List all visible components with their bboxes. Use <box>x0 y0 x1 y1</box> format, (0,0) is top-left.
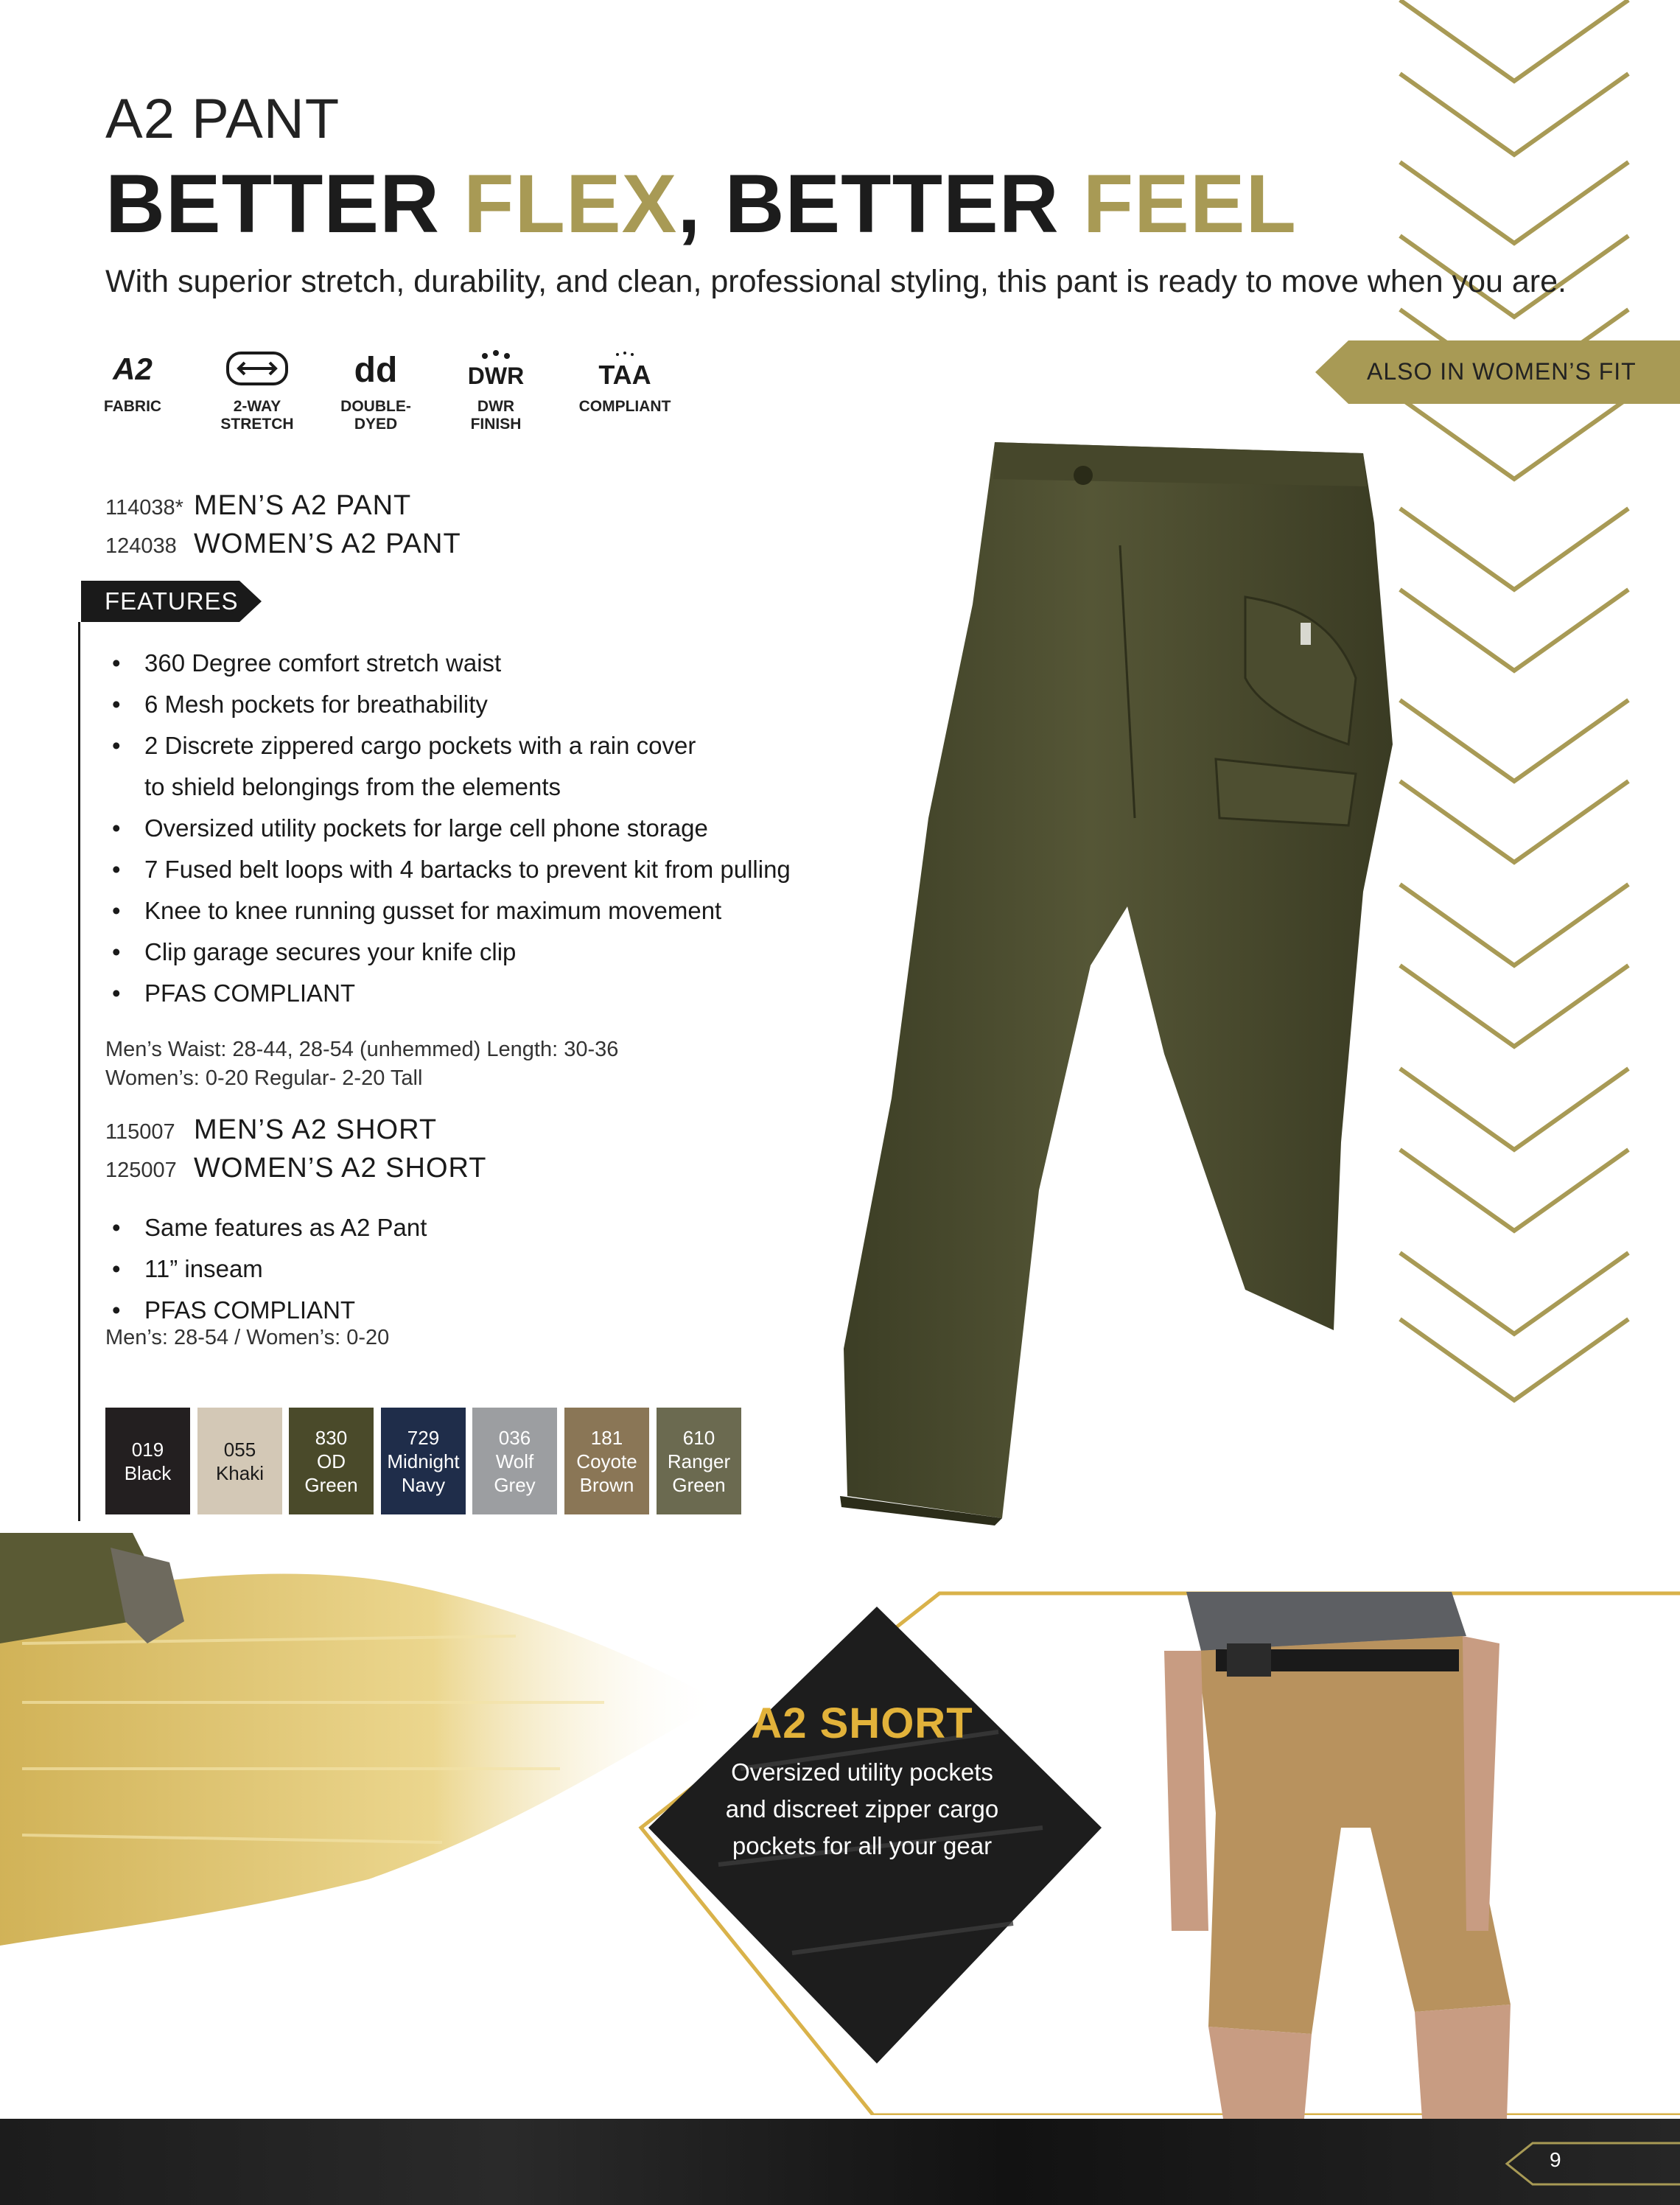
color-swatch-khaki: 055 Khaki <box>197 1408 282 1514</box>
taa-icon <box>570 346 680 391</box>
list-item: to shield belongings from the elements <box>144 773 561 800</box>
svg-text:dd: dd <box>354 351 398 390</box>
list-item: • PFAS COMPLIANT <box>109 973 791 1014</box>
pant-sizes: Men’s Waist: 28-44, 28-54 (unhemmed) Length: 30-36 Women’s: 0-20 Regular- 2-20 Tall <box>105 1038 619 1090</box>
list-item: • Oversized utility pockets for large cell phone storage <box>109 808 791 849</box>
womens-fit-banner: ALSO IN WOMEN’S FIT <box>1315 340 1680 404</box>
list-item: • 2 Discrete zippered cargo pockets with a rain cover <box>109 725 791 766</box>
a2-fabric-icon <box>77 346 188 391</box>
pants-product-image <box>774 435 1400 1526</box>
list-item: • Same features as A2 Pant <box>109 1207 427 1248</box>
list-item: • Knee to knee running gusset for maximum movement <box>109 890 791 932</box>
short-sizes: Men’s: 28-54 / Women’s: 0-20 <box>105 1326 390 1349</box>
list-item: • 11” inseam <box>109 1248 427 1290</box>
svg-text:TAA: TAA <box>598 359 651 389</box>
list-item: • 360 Degree comfort stretch waist <box>109 643 791 684</box>
page-number: 9 <box>1550 2148 1561 2171</box>
style-row-mens-pant: 114038* MEN’S A2 PANT <box>105 490 412 521</box>
badge-double-dyed: dd DOUBLE- DYED <box>321 346 431 433</box>
color-swatch-midnight-navy: 729 Midnight Navy <box>381 1408 466 1514</box>
style-row-womens-pant: 124038 WOMEN’S A2 PANT <box>105 528 461 559</box>
list-item: • 6 Mesh pockets for breathability <box>109 684 791 725</box>
short-features-list <box>109 1207 427 1331</box>
badge-stretch: 2-WAY STRETCH <box>202 346 312 433</box>
color-swatch-wolf-grey: 036 Wolf Grey <box>472 1408 557 1514</box>
features-tab: FEATURES <box>81 581 262 622</box>
list-item: • 7 Fused belt loops with 4 bartacks to prevent kit from pulling <box>109 849 791 890</box>
style-row-womens-short: 125007 WOMEN’S A2 SHORT <box>105 1153 487 1184</box>
footer-bar <box>0 2119 1680 2205</box>
chevron-pattern <box>1385 0 1680 1437</box>
color-swatch-od-green: 830 OD Green <box>289 1408 374 1514</box>
badge-fabric: A2 FABRIC <box>77 346 188 416</box>
page-number-tab <box>1503 2142 1680 2186</box>
double-dyed-icon <box>321 346 431 391</box>
short-callout-title: A2 SHORT <box>751 1699 973 1747</box>
dwr-icon <box>441 346 551 391</box>
color-swatch-ranger-green: 610 Ranger Green <box>657 1408 741 1514</box>
style-row-mens-short: 115007 MEN’S A2 SHORT <box>105 1114 438 1145</box>
color-swatch-black: 019 Black <box>105 1408 190 1514</box>
short-callout-description: Oversized utility pockets and discreet zipper cargo pockets for all your gear <box>725 1758 999 1859</box>
headline: BETTER FLEX, BETTER FEEL <box>105 158 1297 250</box>
gold-brush-stroke <box>0 1533 737 1946</box>
badge-taa: TAA COMPLIANT <box>570 346 680 416</box>
color-swatch-coyote-brown: 181 Coyote Brown <box>564 1408 649 1514</box>
features-divider-line <box>78 622 80 1521</box>
stretch-icon <box>202 346 312 391</box>
list-item: • PFAS COMPLIANT <box>109 1290 427 1331</box>
svg-text:A2: A2 <box>113 352 153 386</box>
model-shorts-image <box>1127 1592 1680 2119</box>
product-line-title: A2 PANT <box>105 88 340 150</box>
pant-features-list <box>109 643 791 1014</box>
svg-text:DWR: DWR <box>467 362 525 389</box>
badge-dwr: DWR DWR FINISH <box>441 346 551 433</box>
list-item: • Clip garage secures your knife clip <box>109 932 791 973</box>
tagline: With superior stretch, durability, and clean, professional styling, this pant is ready to move when you are. <box>105 264 1567 299</box>
